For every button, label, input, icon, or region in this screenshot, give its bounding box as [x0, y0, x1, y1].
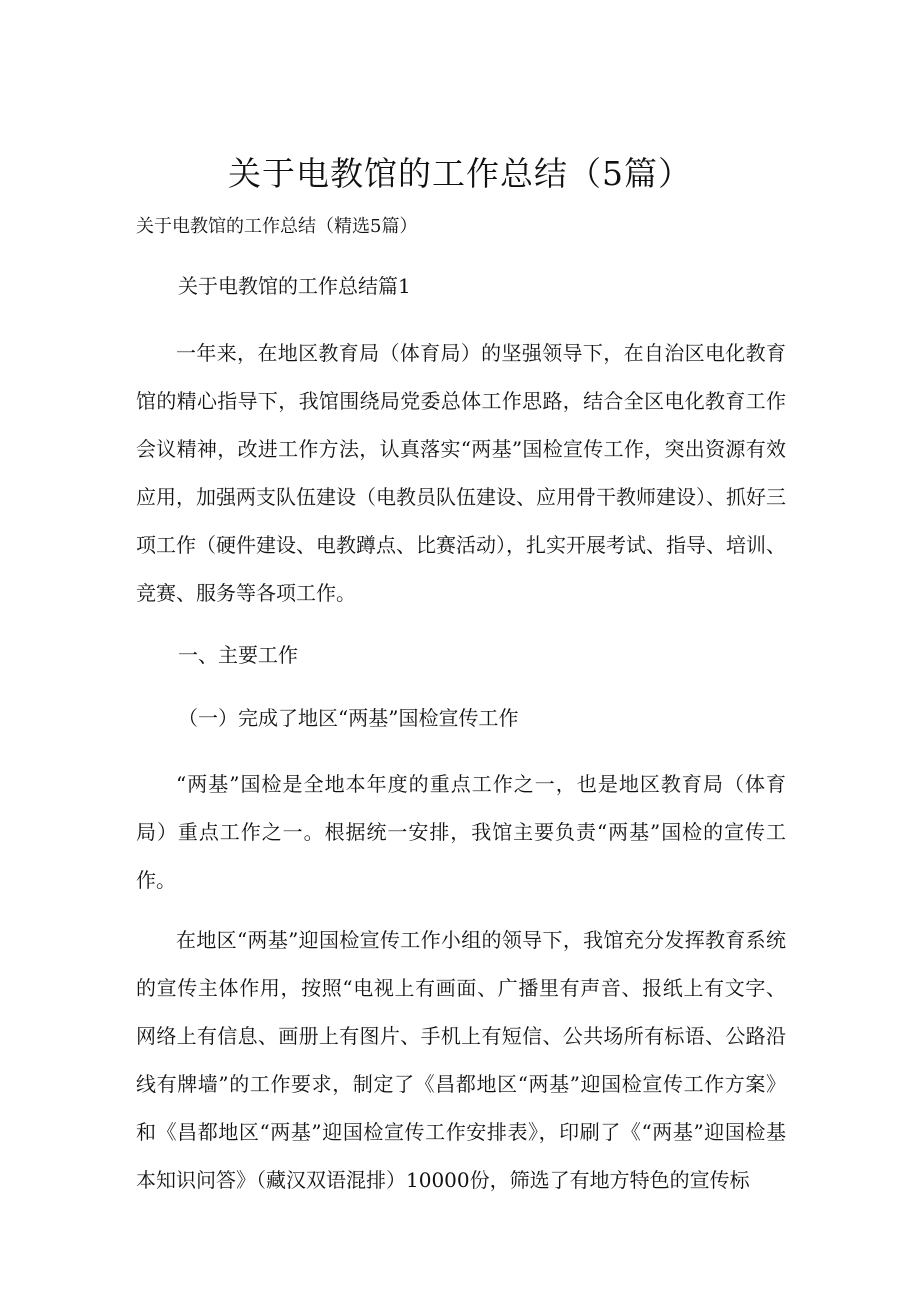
- paragraph-1: 一年来，在地区教育局（体育局）的坚强领导下，在自治区电化教育馆的精心指导下，我馆围绕局党委总体工作思路，结合全区电化教育工作会议精神，改进工作方法，认真落实“两基”国检宣传工作，突出资源有效应用，加强两支队伍建设（电教员队伍建设、应用骨干教师建设）、抓好三项工作（硬件建设、电教蹲点、比赛活动），扎实开展考试、指导、培训、竞赛、服务等各项工作。: [136, 341, 786, 605]
- document-subtitle: 关于电教馆的工作总结（精选5篇）: [136, 216, 418, 237]
- document-title: 关于电教馆的工作总结（5篇）: [228, 154, 692, 193]
- heading-main-work: 一、主要工作: [178, 643, 298, 667]
- paragraph-3: 在地区“两基”迎国检宣传工作小组的领导下，我馆充分发挥教育系统的宣传主体作用，按照“电视上有画面、广播里有声音、报纸上有文字、网络上有信息、画册上有图片、手机上有短信、公共场所有标语、公路沿线有牌墙”的工作要求，制定了《昌都地区“两基”迎国检宣传工作方案》和《昌都地区“两基”迎国检宣传工作安排表》，印刷了《“两基”迎国检基本知识问答》（藏汉双语混排）10000份，筛选了有地方特色的宣传标: [136, 928, 786, 1192]
- subheading-liangji: （一）完成了地区“两基”国检宣传工作: [178, 706, 519, 730]
- paragraph-2: “两基”国检是全地本年度的重点工作之一，也是地区教育局（体育局）重点工作之一。根据统一安排，我馆主要负责“两基”国检的宣传工作。: [136, 772, 786, 892]
- section-heading: 关于电教馆的工作总结篇1: [178, 274, 411, 298]
